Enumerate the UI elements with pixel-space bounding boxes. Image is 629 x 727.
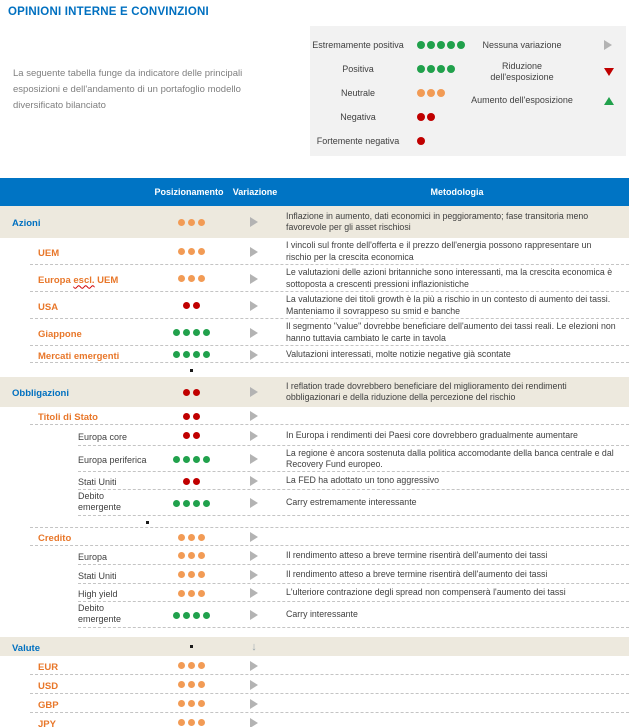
page-title: OPINIONI INTERNE E CONVINZIONI — [8, 6, 209, 18]
dot-icon — [188, 662, 195, 669]
methodology-text: I vincoli sul fronte dell'offerta e il prezzo dell'energia possono rappresentare un rischio per la crescita economica — [286, 240, 592, 262]
table-row — [0, 694, 629, 713]
legend-rating-label: Positiva — [342, 63, 374, 74]
dot-icon — [178, 534, 185, 541]
no-variation-icon — [250, 247, 258, 257]
spacer-row — [0, 363, 629, 377]
legend-variation-label: Aumento dell'esposizione — [471, 95, 573, 105]
row-label: JPY — [38, 718, 56, 727]
dot-icon — [173, 500, 180, 507]
legend-rating-item — [312, 129, 470, 153]
positioning-cell — [160, 645, 222, 648]
table-row — [0, 584, 629, 602]
variation-cell — [222, 454, 286, 464]
dot-icon — [203, 329, 210, 336]
variation-cell — [222, 476, 286, 486]
variation-cell — [222, 217, 286, 227]
spacer-row — [0, 516, 629, 528]
legend-rating-label: Neutrale — [340, 87, 376, 98]
dot-icon — [193, 478, 200, 485]
no-variation-icon — [250, 588, 258, 598]
variation-cell — [222, 328, 286, 338]
dot-icon — [417, 137, 425, 145]
dot-icon — [178, 552, 185, 559]
legend-ratings — [312, 33, 470, 156]
dot-icon — [188, 552, 195, 559]
rating-dots-2-red-icon — [160, 389, 222, 396]
table-row — [0, 637, 629, 656]
dot-icon — [203, 500, 210, 507]
no-variation-icon — [250, 350, 258, 360]
dot-icon — [437, 89, 445, 97]
methodology-text: L'ulteriore contrazione degli spread non compenserà l'aumento dei tassi — [286, 587, 566, 598]
rating-dots-5-green-icon — [416, 41, 466, 49]
dot-mark-icon — [190, 645, 193, 648]
rating-dots-3-orange-icon — [160, 590, 222, 597]
rating-dots-2-red-icon — [160, 413, 222, 420]
dot-icon — [198, 219, 205, 226]
variation-cell — [222, 431, 286, 441]
legend-variation-item — [470, 33, 624, 57]
rating-dots-4-green-icon — [416, 65, 456, 73]
rating-dots-3-orange-icon — [160, 248, 222, 255]
spellcheck-underline: escl. — [73, 274, 95, 286]
table-row — [0, 377, 629, 407]
table-row — [0, 265, 629, 292]
no-variation-icon — [250, 387, 258, 397]
variation-cell — [222, 661, 286, 671]
row-label: Stati Uniti — [78, 477, 117, 487]
legend-rating-item — [312, 33, 470, 57]
table-row — [0, 407, 629, 425]
methodology-text: La FED ha adottato un tono aggressivo — [286, 475, 440, 486]
legend-variation-label: Nessuna variazione — [482, 39, 562, 50]
legend-variation-item — [470, 57, 624, 86]
no-variation-icon — [250, 699, 258, 709]
dot-icon — [178, 275, 185, 282]
dot-icon — [198, 534, 205, 541]
row-label: Mercati emergenti — [38, 350, 120, 362]
table-row — [0, 425, 629, 446]
dot-icon — [178, 590, 185, 597]
no-variation-icon — [250, 610, 258, 620]
header-variation: Variazione — [232, 187, 278, 197]
no-variation-icon — [250, 217, 258, 227]
variation-cell — [222, 680, 286, 690]
no-variation-icon — [250, 551, 258, 561]
dot-icon — [183, 432, 190, 439]
rating-dots-4-green-icon — [160, 329, 222, 336]
dot-icon — [198, 275, 205, 282]
methodology-text: Le valutazioni delle azioni britanniche sono interessanti, ma la crescita economica è sottoposta a crescenti pressioni inflazionistiche — [286, 267, 613, 289]
rating-dots-3-orange-icon — [160, 552, 222, 559]
table-row — [0, 292, 629, 319]
dot-icon — [427, 113, 435, 121]
table-row — [0, 602, 629, 628]
dot-icon — [188, 590, 195, 597]
variation-cell — [222, 588, 286, 598]
no-variation-icon — [250, 301, 258, 311]
dot-icon — [183, 612, 190, 619]
dot-icon — [173, 612, 180, 619]
dot-icon — [437, 41, 445, 49]
dot-artifact — [160, 369, 222, 372]
row-label: Giappone — [38, 328, 82, 340]
variation-cell — [222, 274, 286, 284]
dot-icon — [173, 456, 180, 463]
rating-dots-3-orange-icon — [160, 681, 222, 688]
variation-cell — [222, 610, 286, 620]
dot-icon — [178, 248, 185, 255]
row-label: Europa — [78, 551, 108, 562]
dot-icon — [198, 590, 205, 597]
dot-icon — [183, 456, 190, 463]
rating-dots-3-orange-icon — [160, 700, 222, 707]
row-label: EUR — [38, 661, 59, 673]
table-row — [0, 490, 629, 516]
variation-cell — [222, 411, 286, 421]
no-variation-icon — [250, 532, 258, 542]
dot-icon — [193, 612, 200, 619]
no-variation-icon — [250, 570, 258, 580]
dot-icon — [178, 681, 185, 688]
methodology-text: La regione è ancora sostenuta dalla politica accomodante della banca centrale e dal Recovery Fund europeo. — [286, 447, 614, 469]
table-body — [0, 206, 629, 727]
dot-icon — [183, 351, 190, 358]
no-variation-icon — [250, 454, 258, 464]
dot-icon — [193, 432, 200, 439]
methodology-text: I reflation trade dovrebbero beneficiare del miglioramento dei rendimenti obbligazionari e della riduzione della percezione del rischio — [286, 380, 567, 402]
table-row — [0, 675, 629, 694]
dot-icon — [188, 248, 195, 255]
dot-icon — [417, 41, 425, 49]
dot-icon — [457, 41, 465, 49]
rating-dots-2-red-icon — [160, 302, 222, 309]
no-variation-icon — [250, 680, 258, 690]
row-label: UEM — [38, 247, 60, 259]
dot-icon — [183, 500, 190, 507]
increase-exposure-icon — [604, 97, 614, 105]
no-variation-icon — [250, 476, 258, 486]
dot-icon — [173, 351, 180, 358]
row-label: Europa core — [78, 431, 128, 442]
table-row — [0, 546, 629, 565]
dot-icon — [437, 65, 445, 73]
row-label: Debito emergente — [78, 603, 122, 624]
dot-icon — [193, 302, 200, 309]
variation-cell — [222, 551, 286, 561]
methodology-text: Valutazioni interessati, molte notizie negative già scontate — [286, 348, 511, 359]
legend-variation-label: Riduzione dell'esposizione — [490, 60, 554, 82]
dot-icon — [178, 700, 185, 707]
dot-icon — [203, 351, 210, 358]
dot-icon — [447, 65, 455, 73]
spacer-row — [0, 628, 629, 637]
dot-icon — [183, 329, 190, 336]
dot-icon — [188, 681, 195, 688]
dot-icon — [183, 302, 190, 309]
dot-icon — [198, 248, 205, 255]
variation-cell — [222, 301, 286, 311]
variation-cell — [222, 532, 286, 542]
positioning-table — [0, 178, 629, 727]
row-label: GBP — [38, 699, 59, 711]
dot-icon — [417, 65, 425, 73]
dot-icon — [198, 571, 205, 578]
row-label: Europa periferica — [78, 455, 147, 465]
methodology-text: Il rendimento atteso a breve termine risentirà dell'aumento dei tassi — [286, 549, 548, 560]
dot-icon — [188, 534, 195, 541]
rating-dots-4-green-icon — [160, 612, 222, 619]
rating-dots-3-orange-icon — [160, 719, 222, 726]
rating-dots-2-red-icon — [160, 478, 222, 485]
table-row — [0, 346, 629, 363]
no-variation-icon — [604, 40, 612, 50]
dot-icon — [178, 219, 185, 226]
variation-cell — [222, 350, 286, 360]
dot-icon — [188, 700, 195, 707]
no-variation-icon — [250, 274, 258, 284]
dot-icon — [417, 113, 425, 121]
row-label: Obbligazioni — [12, 388, 69, 399]
row-label: USD — [38, 680, 59, 692]
legend-variation-item — [470, 86, 624, 115]
legend-rating-label: Fortemente negativa — [316, 135, 400, 146]
rating-dots-3-orange-icon — [160, 219, 222, 226]
table-row — [0, 713, 629, 727]
row-label: Debito emergente — [78, 491, 122, 512]
rating-dots-3-orange-icon — [160, 571, 222, 578]
variation-cell — [222, 642, 286, 652]
no-variation-icon — [250, 661, 258, 671]
rating-dots-1-red-icon — [416, 137, 426, 145]
table-row — [0, 319, 629, 346]
dot-icon — [427, 65, 435, 73]
dot-icon — [198, 700, 205, 707]
methodology-text: Carry estremamente interessante — [286, 497, 417, 508]
down-arrow-icon: ↓ — [251, 640, 257, 653]
table-header — [0, 178, 629, 206]
row-label: Europa escl. UEM — [38, 274, 119, 286]
rating-dots-3-orange-icon — [160, 275, 222, 282]
no-variation-icon — [250, 411, 258, 421]
no-variation-icon — [250, 328, 258, 338]
dot-icon — [188, 219, 195, 226]
rating-dots-4-green-icon — [160, 351, 222, 358]
row-label: Valute — [12, 642, 40, 654]
intro-text: La seguente tabella funge da indicatore delle principali esposizioni e dell'andamento di un portafoglio modello diversificato bilanciato — [13, 68, 243, 111]
dot-icon — [183, 478, 190, 485]
dot-icon — [427, 41, 435, 49]
dot-icon — [427, 89, 435, 97]
table-row — [0, 446, 629, 472]
dot-icon — [447, 41, 455, 49]
dot-icon — [173, 329, 180, 336]
no-variation-icon — [250, 431, 258, 441]
dot-icon — [193, 500, 200, 507]
row-label: Titoli di Stato — [38, 412, 98, 423]
dot-icon — [178, 662, 185, 669]
dot-icon — [178, 719, 185, 726]
dot-icon — [188, 719, 195, 726]
methodology-text: Inflazione in aumento, dati economici in peggioramento; fase transitoria meno favorevole per gli asset rischiosi — [286, 210, 589, 232]
dot-icon — [198, 681, 205, 688]
dot-icon — [193, 329, 200, 336]
dot-icon — [203, 456, 210, 463]
row-label: High yield — [78, 589, 118, 599]
rating-dots-2-red-icon — [160, 432, 222, 439]
legend-rating-item — [312, 57, 470, 81]
dot-icon — [193, 351, 200, 358]
rating-dots-4-green-icon — [160, 500, 222, 507]
legend-variations — [470, 33, 624, 156]
no-variation-icon — [250, 718, 258, 727]
dot-mark-icon — [190, 369, 193, 372]
legend-rating-label: Negativa — [340, 111, 376, 122]
dot-icon — [198, 662, 205, 669]
rating-dots-4-green-icon — [160, 456, 222, 463]
dot-icon — [198, 719, 205, 726]
variation-cell — [222, 570, 286, 580]
table-row — [0, 206, 629, 238]
variation-cell — [222, 247, 286, 257]
reduce-exposure-icon — [604, 68, 614, 76]
rating-dots-2-red-icon — [416, 113, 436, 121]
variation-cell — [222, 498, 286, 508]
dot-icon — [188, 571, 195, 578]
methodology-text: Carry interessante — [286, 609, 358, 620]
row-label: Stati Uniti — [78, 570, 117, 581]
variation-cell — [222, 387, 286, 397]
legend-panel — [310, 26, 626, 156]
variation-cell — [222, 718, 286, 727]
dot-icon — [417, 89, 425, 97]
dot-icon — [183, 389, 190, 396]
no-variation-icon — [250, 498, 258, 508]
header-positioning: Posizionamento — [154, 187, 224, 197]
methodology-text: Il rendimento atteso a breve termine risentirà dell'aumento dei tassi — [286, 568, 548, 579]
dot-icon — [193, 456, 200, 463]
variation-cell — [222, 699, 286, 709]
rating-dots-3-orange-icon — [160, 534, 222, 541]
table-row — [0, 656, 629, 675]
table-row — [0, 565, 629, 584]
dot-icon — [183, 413, 190, 420]
dot-icon — [193, 389, 200, 396]
legend-rating-item — [312, 105, 470, 129]
row-label: Azioni — [12, 218, 41, 229]
rating-dots-3-orange-icon — [416, 89, 446, 97]
table-row — [0, 528, 629, 546]
row-label: USA — [38, 301, 59, 313]
methodology-text: Il segmento "value" dovrebbe beneficiare dell'aumento dei tassi reali. Le elezioni non hanno tuttavia cambiato le carte in tavola — [286, 321, 616, 343]
methodology-text: La valutazione dei titoli growth è la più a rischio in un contesto di aumento dei tassi. Manteniamo il sovrappeso su smid e banche — [286, 294, 611, 316]
legend-rating-label: Estremamente positiva — [312, 39, 404, 50]
table-row — [0, 238, 629, 265]
rating-dots-3-orange-icon — [160, 662, 222, 669]
legend-rating-item — [312, 81, 470, 105]
dot-mark-icon — [146, 521, 149, 524]
dot-icon — [203, 612, 210, 619]
table-row — [0, 472, 629, 490]
dot-icon — [188, 275, 195, 282]
header-methodology: Metodologia — [430, 187, 484, 197]
dot-icon — [198, 552, 205, 559]
dot-icon — [193, 413, 200, 420]
methodology-text: In Europa i rendimenti dei Paesi core dovrebbero gradualmente aumentare — [286, 429, 578, 440]
row-label: Credito — [38, 533, 72, 544]
dot-icon — [178, 571, 185, 578]
